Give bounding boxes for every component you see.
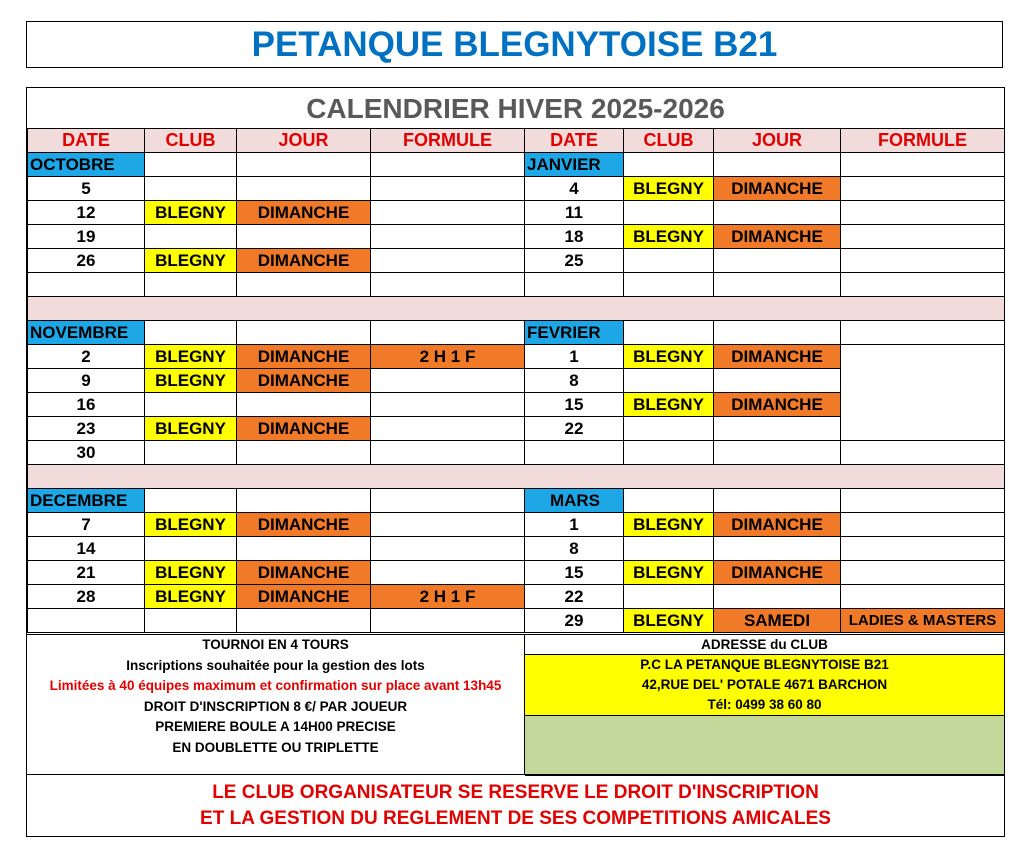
date-cell: 12 — [28, 201, 145, 225]
table-row — [28, 249, 1005, 273]
header-date: DATE — [28, 129, 145, 153]
jour-cell: DIMANCHE — [237, 561, 371, 585]
jour-cell: DIMANCHE — [714, 225, 841, 249]
table-row — [28, 585, 1005, 609]
club-cell: BLEGNY — [145, 369, 237, 393]
club-cell: BLEGNY — [145, 417, 237, 441]
footer-line: LE CLUB ORGANISATEUR SE RESERVE LE DROIT D'INSCRIPTION — [212, 782, 819, 803]
date-cell: 14 — [28, 537, 145, 561]
month-janvier: JANVIER — [525, 153, 624, 177]
table-row — [28, 153, 1005, 177]
header-formule: FORMULE — [841, 129, 1005, 153]
footer-notice — [27, 774, 1004, 836]
info-line: Inscriptions souhaitée pour la gestion des lots — [126, 657, 425, 673]
date-cell: 1 — [525, 345, 624, 369]
month-novembre: NOVEMBRE — [28, 321, 145, 345]
club-address — [525, 634, 1004, 774]
date-cell: 15 — [525, 561, 624, 585]
club-cell: BLEGNY — [624, 393, 714, 417]
date-cell: 15 — [525, 393, 624, 417]
footer-line: ET LA GESTION DU REGLEMENT DE SES COMPETITIONS AMICALES — [200, 808, 831, 829]
address-box — [525, 655, 1004, 716]
table-row — [28, 441, 1005, 465]
tournament-info — [27, 634, 525, 774]
date-cell: 29 — [525, 609, 624, 633]
club-cell: BLEGNY — [624, 513, 714, 537]
address-name: P.C LA PETANQUE BLEGNYTOISE B21 — [640, 657, 889, 672]
info-line: TOURNOI EN 4 TOURS — [202, 637, 349, 652]
info-section — [27, 634, 1004, 774]
date-cell: 23 — [28, 417, 145, 441]
header-club: CLUB — [624, 129, 714, 153]
club-cell: BLEGNY — [145, 249, 237, 273]
separator-row — [28, 297, 1005, 321]
address-label: ADRESSE du CLUB — [525, 635, 1004, 655]
date-cell: 22 — [525, 417, 624, 441]
month-mars: MARS — [525, 489, 624, 513]
jour-cell: DIMANCHE — [237, 417, 371, 441]
page-title: PETANQUE BLEGNYTOISE B21 — [26, 21, 1003, 68]
header-club: CLUB — [145, 129, 237, 153]
date-cell: 25 — [525, 249, 624, 273]
header-date: DATE — [525, 129, 624, 153]
header-formule: FORMULE — [371, 129, 525, 153]
info-line: DROIT D'INSCRIPTION 8 €/ PAR JOUEUR — [143, 698, 408, 714]
calendar-table — [27, 128, 1005, 633]
table-row — [28, 201, 1005, 225]
table-row — [28, 177, 1005, 201]
jour-cell: DIMANCHE — [714, 561, 841, 585]
date-cell: 11 — [525, 201, 624, 225]
table-row — [28, 225, 1005, 249]
club-cell: BLEGNY — [145, 585, 237, 609]
date-cell: 18 — [525, 225, 624, 249]
jour-cell: DIMANCHE — [714, 177, 841, 201]
separator-row — [28, 465, 1005, 489]
club-cell: BLEGNY — [145, 345, 237, 369]
jour-cell: DIMANCHE — [237, 513, 371, 537]
table-row — [28, 513, 1005, 537]
table-row — [28, 489, 1005, 513]
date-cell: 9 — [28, 369, 145, 393]
calendar-panel — [26, 87, 1005, 837]
date-cell: 7 — [28, 513, 145, 537]
table-row — [28, 321, 1005, 345]
date-cell: 1 — [525, 513, 624, 537]
date-cell: 21 — [28, 561, 145, 585]
address-street: 42,RUE DEL' POTALE 4671 BARCHON — [641, 677, 888, 692]
table-row — [28, 609, 1005, 633]
club-cell: BLEGNY — [624, 225, 714, 249]
month-decembre: DECEMBRE — [28, 489, 145, 513]
green-block — [525, 716, 1004, 776]
table-row — [28, 561, 1005, 585]
table-row — [28, 273, 1005, 297]
header-row — [28, 129, 1005, 153]
jour-cell-samedi: SAMEDI — [714, 609, 841, 633]
date-cell: 22 — [525, 585, 624, 609]
info-line: EN DOUBLETTE OU TRIPLETTE — [172, 739, 379, 755]
date-cell: 30 — [28, 441, 145, 465]
formule-cell: 2 H 1 F — [371, 345, 525, 369]
formule-cell-ladies: LADIES & MASTERS — [841, 609, 1005, 633]
jour-cell: DIMANCHE — [237, 345, 371, 369]
date-cell: 5 — [28, 177, 145, 201]
date-cell: 8 — [525, 537, 624, 561]
jour-cell: DIMANCHE — [714, 513, 841, 537]
table-row — [28, 537, 1005, 561]
date-cell: 8 — [525, 369, 624, 393]
month-fevrier: FEVRIER — [525, 321, 624, 345]
jour-cell: DIMANCHE — [237, 585, 371, 609]
club-cell: BLEGNY — [624, 609, 714, 633]
date-cell: 26 — [28, 249, 145, 273]
date-cell: 4 — [525, 177, 624, 201]
jour-cell: DIMANCHE — [237, 369, 371, 393]
address-tel: Tél: 0499 38 60 80 — [707, 697, 822, 712]
club-cell: BLEGNY — [624, 177, 714, 201]
jour-cell: DIMANCHE — [714, 393, 841, 417]
date-cell: 2 — [28, 345, 145, 369]
jour-cell: DIMANCHE — [237, 249, 371, 273]
club-cell: BLEGNY — [624, 561, 714, 585]
formule-cell: 2 H 1 F — [371, 585, 525, 609]
date-cell: 28 — [28, 585, 145, 609]
calendar-subtitle: CALENDRIER HIVER 2025-2026 — [306, 93, 725, 124]
header-jour: JOUR — [714, 129, 841, 153]
table-row — [28, 345, 1005, 369]
date-cell: 16 — [28, 393, 145, 417]
info-line: PREMIERE BOULE A 14H00 PRECISE — [155, 719, 396, 734]
club-cell: BLEGNY — [145, 561, 237, 585]
header-jour: JOUR — [237, 129, 371, 153]
info-line-warning: Limitées à 40 équipes maximum et confirmation sur place avant 13h45 — [49, 678, 502, 693]
jour-cell: DIMANCHE — [237, 201, 371, 225]
month-octobre: OCTOBRE — [28, 153, 145, 177]
jour-cell: DIMANCHE — [714, 345, 841, 369]
club-cell: BLEGNY — [145, 201, 237, 225]
club-cell: BLEGNY — [624, 345, 714, 369]
date-cell: 19 — [28, 225, 145, 249]
club-cell: BLEGNY — [145, 513, 237, 537]
